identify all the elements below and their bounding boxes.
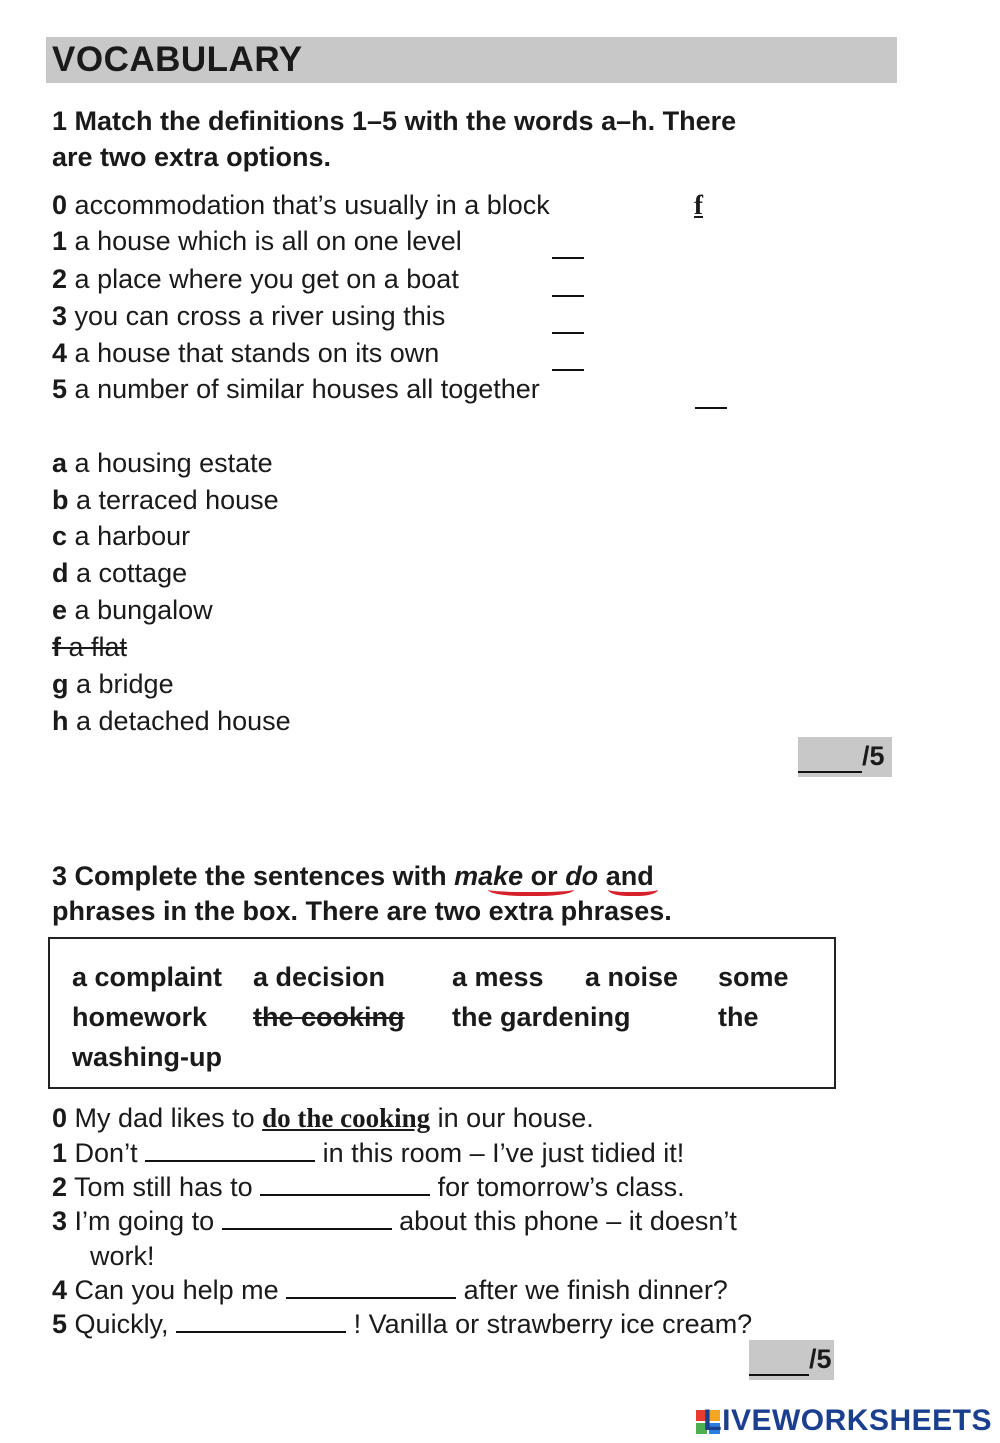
exercise3-score-label: /5 bbox=[809, 1344, 832, 1374]
sentence-2: 2 Tom still has to for tomorrow’s class. bbox=[52, 1172, 685, 1202]
definition-0: 0 accommodation that’s usually in a block bbox=[52, 190, 550, 220]
phrase-the: the bbox=[718, 1002, 759, 1032]
definition-5-answer-blank[interactable] bbox=[695, 383, 727, 414]
sentence-1-blank[interactable] bbox=[145, 1138, 315, 1162]
definition-1: 1 a house which is all on one level bbox=[52, 226, 462, 256]
option-b: b a terraced house bbox=[52, 485, 279, 515]
phrase-some: some bbox=[718, 962, 789, 992]
sentence-0: 0 My dad likes to do the cooking in our house. bbox=[52, 1103, 594, 1133]
sentence-0-answer: do the cooking bbox=[262, 1103, 431, 1133]
exercise1-score-box[interactable] bbox=[798, 737, 892, 777]
sentence-3-blank[interactable] bbox=[222, 1206, 392, 1230]
definition-1-answer-blank[interactable] bbox=[552, 233, 584, 264]
option-c: c a harbour bbox=[52, 521, 191, 551]
exercise1-instruction-line1: 1 Match the definitions 1–5 with the words a–h. There bbox=[52, 106, 737, 136]
phrase-a-noise: a noise bbox=[585, 962, 679, 992]
definition-4-answer-blank[interactable] bbox=[552, 345, 584, 376]
phrase-washing-up: washing-up bbox=[72, 1042, 222, 1072]
sentence-5-blank[interactable] bbox=[176, 1309, 346, 1333]
sentence-4-blank[interactable] bbox=[286, 1275, 456, 1299]
phrase-the-cooking-crossed: the cooking bbox=[253, 1002, 405, 1032]
sentence-1: 1 Don’t in this room – I’ve just tidied it! bbox=[52, 1138, 685, 1168]
sentence-5: 5 Quickly, ! Vanilla or strawberry ice cream? bbox=[52, 1309, 753, 1339]
option-d: d a cottage bbox=[52, 558, 188, 588]
section-title: VOCABULARY bbox=[52, 40, 303, 79]
option-e: e a bungalow bbox=[52, 595, 213, 625]
sentence-2-blank[interactable] bbox=[260, 1172, 430, 1196]
word-do: do bbox=[565, 861, 599, 891]
definition-3-answer-blank[interactable] bbox=[552, 308, 584, 339]
liveworksheets-logo: LIVEWORKSHEETS bbox=[703, 1404, 992, 1437]
sentence-4: 4 Can you help me after we finish dinner? bbox=[52, 1275, 728, 1305]
phrase-homework: homework bbox=[72, 1002, 208, 1032]
option-g: g a bridge bbox=[52, 669, 174, 699]
exercise3-instruction-line1: 3 Complete the sentences with make or do and bbox=[52, 861, 654, 891]
definition-0-answer: f bbox=[694, 190, 703, 220]
definition-4: 4 a house that stands on its own bbox=[52, 338, 440, 368]
definition-2-answer-blank[interactable] bbox=[552, 271, 584, 302]
phrase-a-decision: a decision bbox=[253, 962, 386, 992]
phrase-the-gardening: the gardening bbox=[452, 1002, 631, 1032]
phrase-a-mess: a mess bbox=[452, 962, 544, 992]
definition-2: 2 a place where you get on a boat bbox=[52, 264, 459, 294]
definition-3: 3 you can cross a river using this bbox=[52, 301, 446, 331]
sentence-3: 3 I’m going to about this phone – it doesn’t bbox=[52, 1206, 737, 1236]
word-make: make bbox=[454, 861, 524, 891]
option-h: h a detached house bbox=[52, 706, 291, 736]
sentence-3-continuation: work! bbox=[90, 1241, 155, 1271]
exercise1-score-label: /5 bbox=[862, 741, 885, 771]
option-a: a a housing estate bbox=[52, 448, 273, 478]
exercise1-instruction-line2: are two extra options. bbox=[52, 142, 332, 172]
option-f-crossed: f a flat bbox=[52, 632, 128, 662]
definition-5: 5 a number of similar houses all together bbox=[52, 374, 540, 404]
phrase-a-complaint: a complaint bbox=[72, 962, 223, 992]
exercise3-score-box[interactable] bbox=[749, 1340, 834, 1380]
exercise3-instruction-line2: phrases in the box. There are two extra phrases. bbox=[52, 896, 672, 926]
